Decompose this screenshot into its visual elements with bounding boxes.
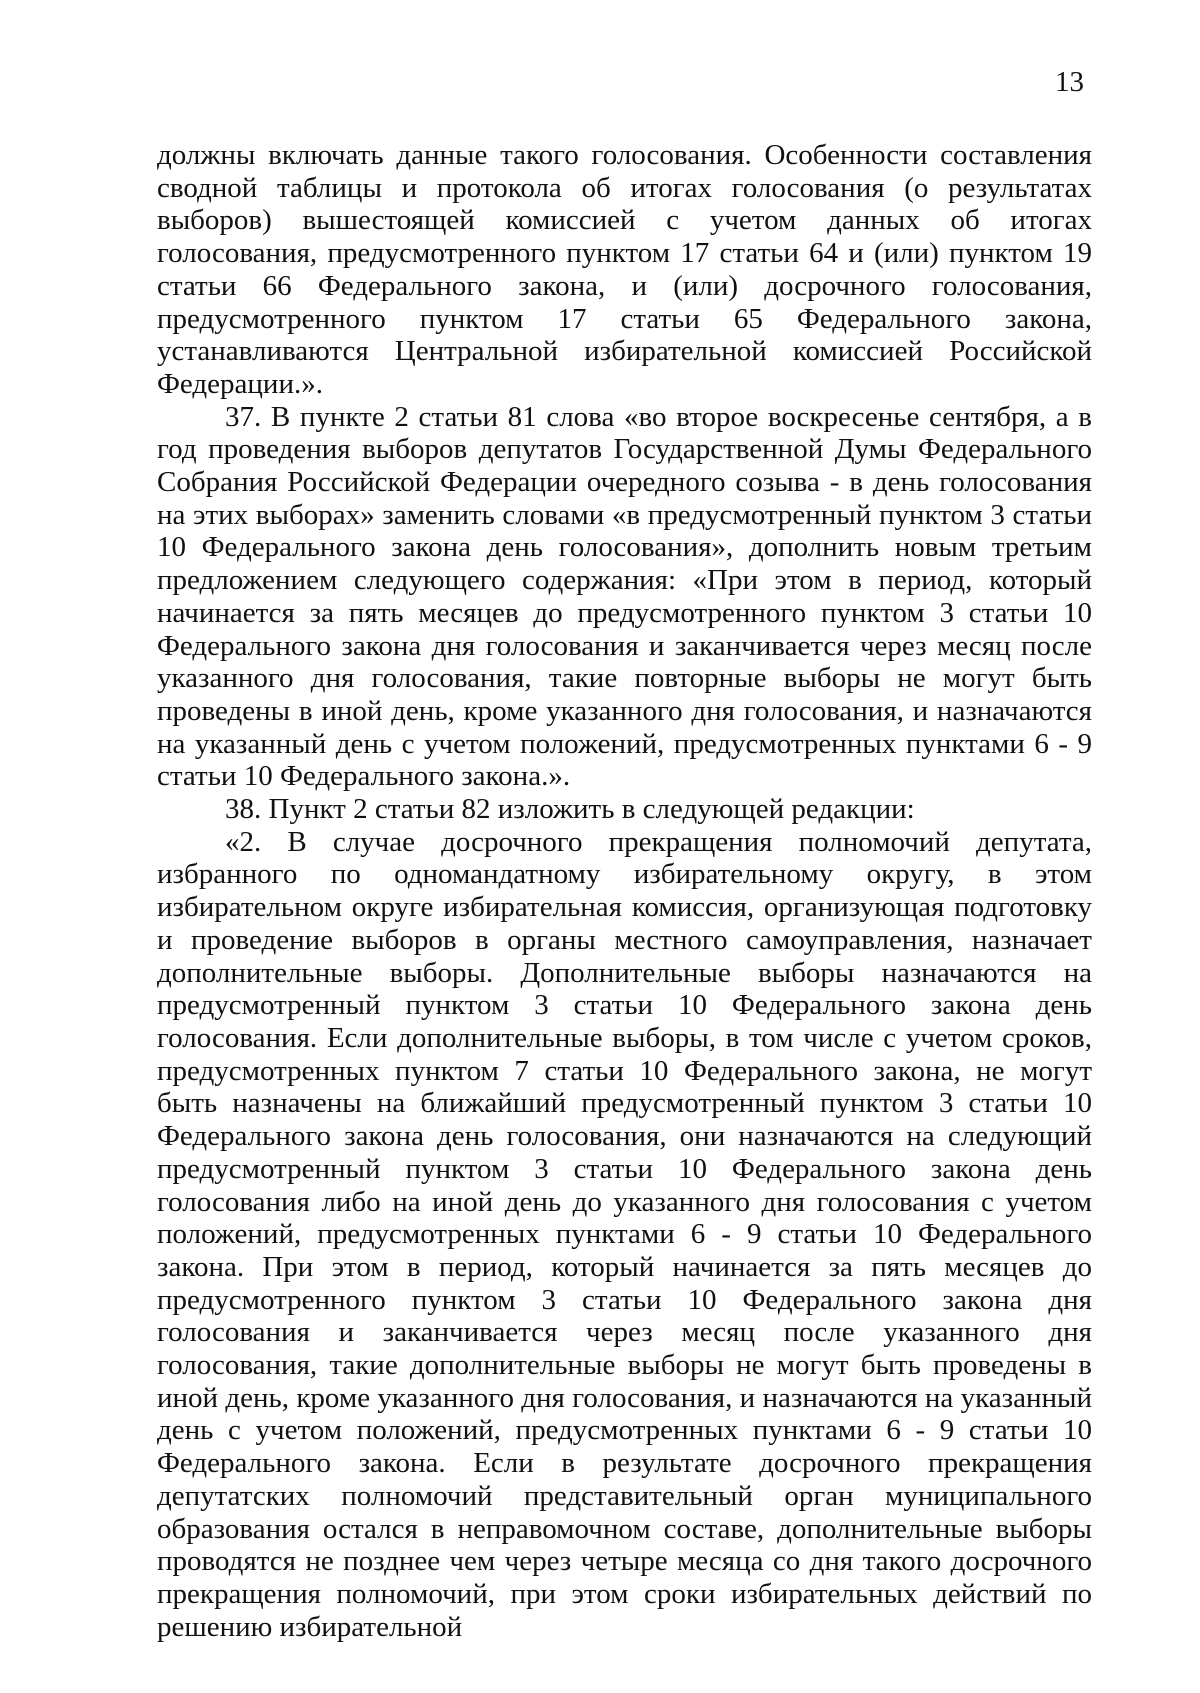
paragraph-item-38: 38. Пункт 2 статьи 82 изложить в следующей редакции: [225,793,915,826]
page-number: 13 [1055,66,1084,98]
document-body [157,139,1092,1643]
paragraph-item-37: 37. В пункте 2 статьи 81 слова «во второе воскресенье сентября, а в год проведения выборов депутатов Государственной Думы Федерального Собрания Российской Федерации очередного созыва - в день голосования на этих выборах» заменить словами «в предусмотренный пунктом 3 статьи 10 Федерального закона день голосования», дополнить новым третьим предложением следующего содержания: «При этом в период, который начинается за пять месяцев до предусмотренного пунктом 3 статьи 10 Федерального закона дня голосования и заканчивается через месяц после указанного дня голосования, такие повторные выборы не могут быть проведены в иной день, кроме указанного дня голосования, и назначаются на указанный день с учетом положений, предусмотренных пунктами 6 - 9 статьи 10 Федерального закона.». [157,400,1092,793]
paragraph-quoted-point-2: «2. В случае досрочного прекращения полномочий депутата, избранного по одномандатному избирательному округу, в этом избирательном округе избирательная комиссия, организующая подготовку и проведение выборов в органы местного самоуправления, назначает дополнительные выборы. Дополнительные выборы назначаются на предусмотренный пунктом 3 статьи 10 Федерального закона день голосования. Если дополнительные выборы, в том числе с учетом сроков, предусмотренных пунктом 7 статьи 10 Федерального закона, не могут быть назначены на ближайший предусмотренный пунктом 3 статьи 10 Федерального закона день голосования, они назначаются на следующий предусмотренный пунктом 3 статьи 10 Федерального закона день голосования либо на иной день до указанного дня голосования с учетом положений, предусмотренных пунктами 6 - 9 статьи 10 Федерального закона. При этом в период, который начинается за пять месяцев до предусмотренного пунктом 3 статьи 10 Федерального закона дня голосования и заканчивается через месяц после указанного дня голосования, такие дополнительные выборы не могут быть проведены в иной день, кроме указанного дня голосования, и назначаются на указанный день с учетом положений, предусмотренных пунктами 6 - 9 статьи 10 Федерального закона. Если в результате досрочного прекращения депутатских полномочий представительный орган муниципального образования остался в неправомочном составе, дополнительные выборы проводятся не позднее чем через четыре месяца со дня такого досрочного прекращения полномочий, при этом сроки избирательных действий по решению избирательной [157,825,1092,1643]
paragraph-continuation: должны включать данные такого голосования. Особенности составления сводной таблицы и протокола об итогах голосования (о результатах выборов) вышестоящей комиссией с учетом данных об итогах голосования, предусмотренного пунктом 17 статьи 64 и (или) пунктом 19 статьи 66 Федерального закона, и (или) досрочного голосования, предусмотренного пунктом 17 статьи 65 Федерального закона, устанавливаются Центральной избирательной комиссией Российской Федерации.». [157,139,1092,400]
